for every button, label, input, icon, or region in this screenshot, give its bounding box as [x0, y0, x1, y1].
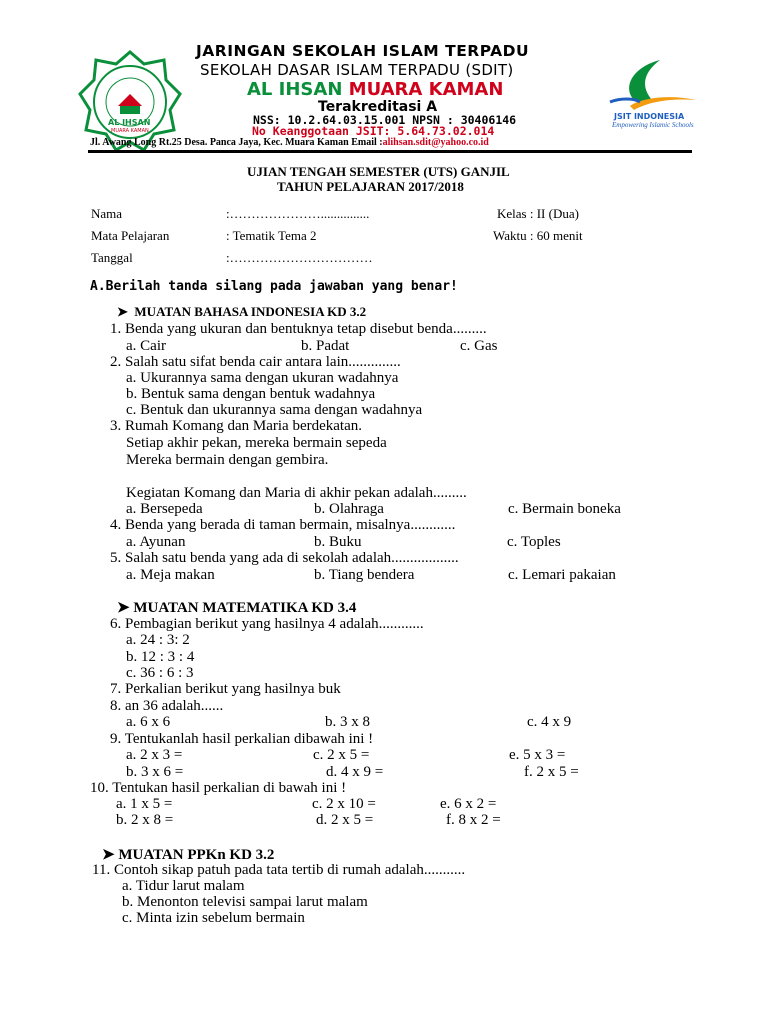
question-1: 1. Benda yang ukuran dan bentuknya tetap disebut benda......... [110, 321, 487, 337]
question-11: 11. Contoh sikap patuh pada tata tertib di rumah adalah........... [92, 862, 466, 878]
school-name [247, 79, 503, 100]
item-9b: b. 3 x 6 = [126, 764, 184, 780]
nss-npsn: NSS: 10.2.64.03.15.001 NPSN : 30406146 [253, 113, 517, 127]
question-3-line4: Kegiatan Komang dan Maria di akhir pekan adalah......... [126, 485, 467, 501]
logo-name: AL IHSAN [108, 118, 151, 127]
item-10d: d. 2 x 5 = [316, 812, 374, 828]
school-name-part2: MUARA KAMAN [348, 79, 504, 100]
class-info: Kelas : II (Dua) [497, 206, 579, 221]
item-10e: e. 6 x 2 = [440, 796, 497, 812]
date-field[interactable]: :…………………………… [226, 250, 373, 265]
question-4: 4. Benda yang berada di taman bermain, misalnya............ [110, 517, 456, 533]
item-9c: c. 2 x 5 = [313, 747, 370, 763]
section-bahasa [117, 304, 366, 320]
question-3-line2: Setiap akhir pekan, mereka bermain sepeda [126, 435, 387, 451]
logo-subname: MUARA KAMAN [111, 128, 149, 134]
item-9e: e. 5 x 3 = [509, 747, 566, 763]
network-title: JARINGAN SEKOLAH ISLAM TERPADU [196, 42, 530, 60]
exam-title: UJIAN TENGAH SEMESTER (UTS) GANJIL [247, 164, 510, 179]
date-label: Tanggal [91, 250, 133, 265]
option-8b[interactable]: b. 3 x 8 [325, 714, 370, 730]
option-5b[interactable]: b. Tiang bendera [314, 567, 415, 583]
question-2: 2. Salah satu sifat benda cair antara lain.............. [110, 354, 401, 370]
question-5: 5. Salah satu benda yang ada di sekolah adalah.................. [110, 550, 459, 566]
address-text: Jl. Awang Long Rt.25 Desa. Panca Jaya, Kec. Muara Kaman Email : [90, 137, 383, 148]
header-divider [88, 150, 692, 153]
name-label: Nama [91, 206, 123, 221]
option-11c[interactable]: c. Minta izin sebelum bermain [122, 910, 305, 926]
jsit-logo-tagline: Empowering Islamic Schools [612, 121, 694, 129]
arrow-icon: ➤ [117, 600, 130, 616]
instruction: A.Berilah tanda silang pada jawaban yang benar! [90, 279, 458, 294]
option-11b[interactable]: b. Menonton televisi sampai larut malam [122, 894, 368, 910]
item-10b: b. 2 x 8 = [116, 812, 174, 828]
option-3a[interactable]: a. Bersepeda [126, 501, 203, 517]
option-6c[interactable]: c. 36 : 6 : 3 [126, 665, 194, 681]
email-link[interactable]: alihsan.sdit@yahoo.co.id [382, 137, 489, 148]
option-8c[interactable]: c. 4 x 9 [527, 714, 572, 730]
option-3c[interactable]: c. Bermain boneka [508, 501, 621, 517]
jsit-logo-title: JSIT INDONESIA [614, 112, 685, 121]
option-2c[interactable]: c. Bentuk dan ukurannya sama dengan wadahnya [126, 402, 423, 418]
school-type: SEKOLAH DASAR ISLAM TERPADU (SDIT) [200, 61, 514, 79]
question-10: 10. Tentukan hasil perkalian di bawah ini ! [90, 780, 347, 796]
option-3b[interactable]: b. Olahraga [314, 501, 384, 517]
option-4a[interactable]: a. Ayunan [126, 534, 186, 550]
section-bahasa-label: MUATAN BAHASA INDONESIA KD 3.2 [134, 304, 367, 319]
exam-year: TAHUN PELAJARAN 2017/2018 [277, 179, 464, 194]
option-8a[interactable]: a. 6 x 6 [126, 714, 171, 730]
question-3-line3: Mereka bermain dengan gembira. [126, 452, 329, 468]
question-8: 8. an 36 adalah...... [110, 698, 224, 714]
item-9f: f. 2 x 5 = [524, 764, 579, 780]
item-10a: a. 1 x 5 = [116, 796, 173, 812]
address [90, 137, 489, 148]
accreditation: Terakreditasi A [318, 99, 438, 115]
option-2a[interactable]: a. Ukurannya sama dengan ukuran wadahnya [126, 370, 399, 386]
arrow-icon: ➤ [117, 304, 128, 319]
school-name-part1: AL IHSAN [247, 79, 349, 100]
question-9: 9. Tentukanlah hasil perkalian dibawah ini ! [110, 731, 374, 747]
question-3: 3. Rumah Komang dan Maria berdekatan. [110, 418, 363, 434]
option-1c[interactable]: c. Gas [460, 338, 498, 354]
item-9d: d. 4 x 9 = [326, 764, 384, 780]
section-ppkn-label: MUATAN PPKn KD 3.2 [118, 847, 275, 863]
option-6a[interactable]: a. 24 : 3: 2 [126, 632, 190, 648]
item-9a: a. 2 x 3 = [126, 747, 183, 763]
arrow-icon: ➤ [102, 847, 115, 863]
subject-label: Mata Pelajaran [91, 228, 170, 243]
option-6b[interactable]: b. 12 : 3 : 4 [126, 649, 195, 665]
time-info: Waktu : 60 menit [493, 228, 583, 243]
name-field[interactable]: :…………………............... [226, 206, 370, 221]
option-4c[interactable]: c. Toples [507, 534, 561, 550]
question-7: 7. Perkalian berikut yang hasilnya buk [110, 681, 341, 697]
option-11a[interactable]: a. Tidur larut malam [122, 878, 245, 894]
option-1a[interactable]: a. Cair [126, 338, 166, 354]
question-6: 6. Pembagian berikut yang hasilnya 4 adalah............ [110, 616, 424, 632]
section-matematika-label: MUATAN MATEMATIKA KD 3.4 [133, 600, 357, 616]
option-4b[interactable]: b. Buku [314, 534, 362, 550]
subject-value: : Tematik Tema 2 [226, 228, 317, 243]
option-5c[interactable]: c. Lemari pakaian [508, 567, 616, 583]
section-matematika [117, 598, 356, 617]
item-10f: f. 8 x 2 = [446, 812, 501, 828]
membership-number: No Keanggotaan JSIT: 5.64.73.02.014 [252, 124, 495, 138]
item-10c: c. 2 x 10 = [312, 796, 376, 812]
option-2b[interactable]: b. Bentuk sama dengan bentuk wadahnya [126, 386, 376, 402]
option-5a[interactable]: a. Meja makan [126, 567, 215, 583]
option-1b[interactable]: b. Padat [301, 338, 350, 354]
